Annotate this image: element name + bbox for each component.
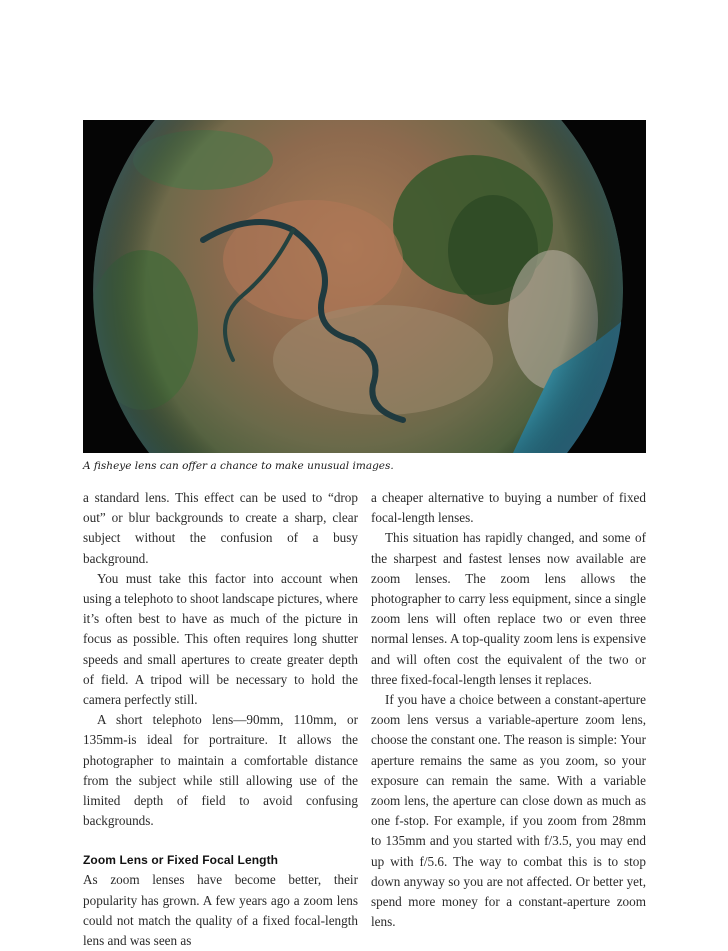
left-paragraph-4: As zoom lenses have become better, their popularity has grown. A few years ago a zoom lens could not match the quality of a fixed focal-length lens and was seen as xyxy=(83,872,358,949)
left-column xyxy=(83,488,358,951)
left-paragraph-1: a standard lens. This effect can be used to “drop out” or blur backgrounds to create a sharp, clear subject without the confusion of a busy background. xyxy=(83,490,358,566)
left-paragraph-2: You must take this factor into account when using a telephoto to shoot landscape pictures, where it’s often best to have as much of the picture in focus as possible. This often requires long shutter speeds and small apertures to create greater depth of field. A tripod will be necessary to hold the camera perfectly still. xyxy=(83,570,358,708)
fisheye-photo xyxy=(83,120,646,453)
figure-caption: A fisheye lens can offer a chance to make unusual images. xyxy=(83,460,394,472)
right-paragraph-2: This situation has rapidly changed, and some of the sharpest and fastest lenses now available are zoom lenses. The zoom lens allows the photographer to carry less equipment, since a single zoom lens will often replace two or even three normal lenses. A top-quality zoom lens is expensive and will often cost the equivalent of the two or three fixed-focal-length lenses it replaces. xyxy=(371,530,646,687)
fisheye-city-image xyxy=(83,120,646,453)
section-heading: Zoom Lens or Fixed Focal Length xyxy=(83,853,279,868)
right-paragraph-1: a cheaper alternative to buying a number of fixed focal-length lenses. xyxy=(371,490,646,526)
left-paragraph-3: A short telephoto lens—90mm, 110mm, or 135mm-is ideal for portraiture. It allows the photographer to maintain a comfortable distance from the subject while still allowing use of the limited depth of field to avoid confusing backgrounds. xyxy=(83,712,358,829)
right-column xyxy=(371,488,646,932)
right-paragraph-3: If you have a choice between a constant-aperture zoom lens versus a variable-aperture zoom lens, choose the constant one. The reason is simple: Your aperture remains the same as you zoom, so your exposure can remain the same. With a variable zoom lens, the aperture can close down as much as one f-stop. For example, if you zoom from 28mm to 135mm and you started with f/3.5, you may end up with f/5.6. The way to combat this is to stop down anyway so you are not affected. Or better yet, spend more money for a constant-aperture zoom lens. xyxy=(371,692,646,930)
